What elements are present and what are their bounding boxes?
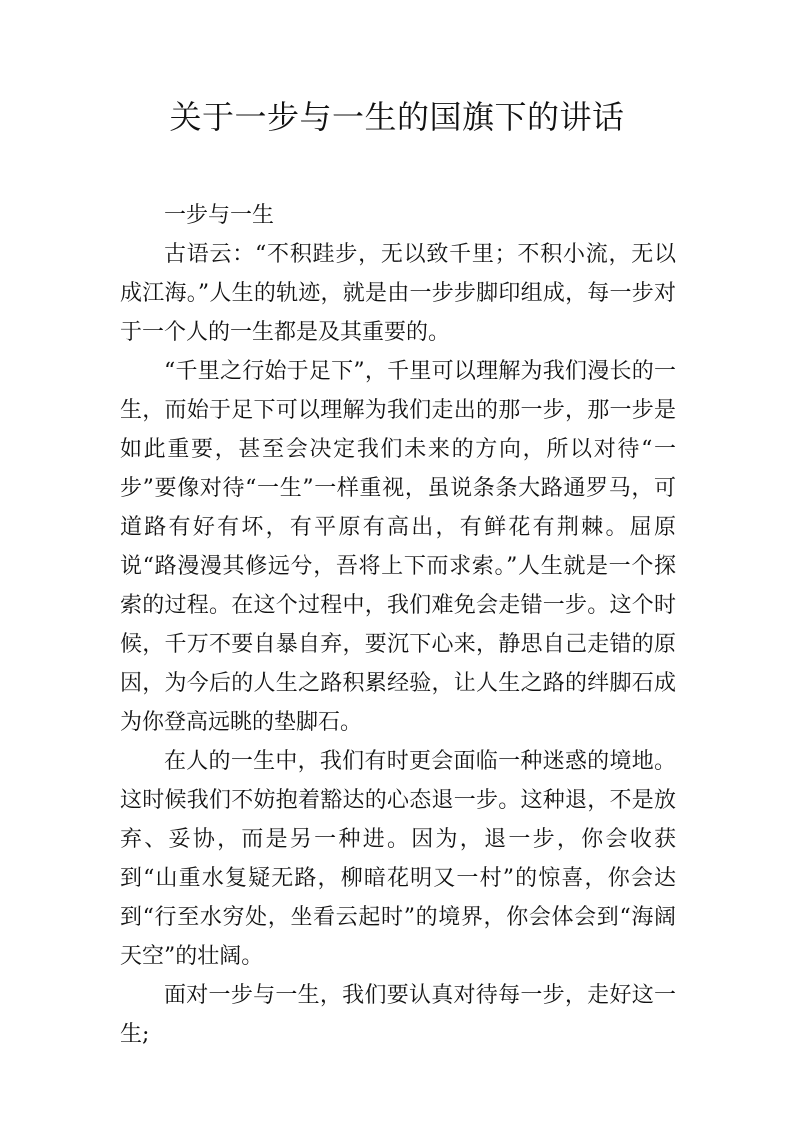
paragraph: 面对一步与一生，我们要认真对待每一步，走好这一生;: [120, 983, 676, 1047]
paragraph-subtitle: 一步与一生: [164, 203, 275, 228]
paragraph: 古语云：“不积跬步，无以致千里；不积小流，无以成江海。”人生的轨迹，就是由一步步脚印组成，每一步对于一个人的一生都是及其重要的。: [120, 242, 676, 345]
document-title: 关于一步与一生的国旗下的讲话: [169, 98, 625, 136]
document-body: [120, 196, 676, 1054]
paragraph: “千里之行始于足下”，千里可以理解为我们漫长的一生，而始于足下可以理解为我们走出的那一步，那一步是如此重要，甚至会决定我们未来的方向，所以对待“一步”要像对待“一生”一样重视，虽说条条大路通罗马，可道路有好有坏，有平原有高出，有鲜花有荆棘。屈原说“路漫漫其修远兮，吾将上下而求索。”人生就是一个探索的过程。在这个过程中，我们难免会走错一步。这个时候，千万不要自暴自弃，要沉下心来，静思自己走错的原因，为今后的人生之路积累经验，让人生之路的绊脚石成为你登高远眺的垫脚石。: [120, 359, 676, 735]
paragraph: 在人的一生中，我们有时更会面临一种迷惑的境地。这时候我们不妨抱着豁达的心态退一步。这种退，不是放弃、妥协，而是另一种进。因为，退一步，你会收获到“山重水复疑无路，柳暗花明又一村”的惊喜，你会达到“行至水穷处，坐看云起时”的境界，你会体会到“海阔天空”的壮阔。: [120, 749, 676, 969]
